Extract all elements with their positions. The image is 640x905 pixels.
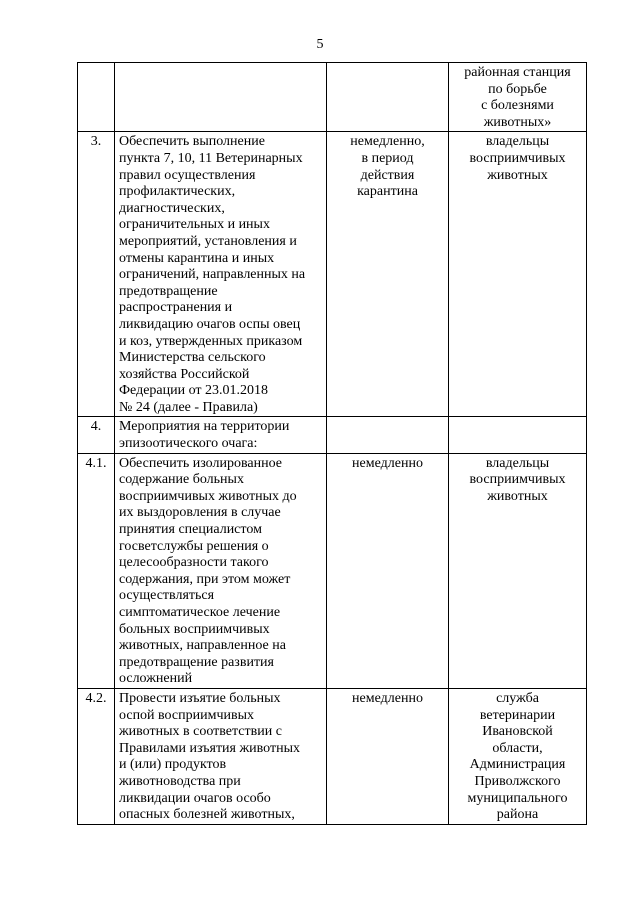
measure-text-line: ликвидации очагов особо <box>119 790 271 806</box>
responsible-line: области, <box>492 740 543 756</box>
responsible-line: владельцы <box>485 134 550 150</box>
responsible-line: восприимчивых <box>469 472 566 488</box>
measure-text-line: распространения и <box>119 300 233 316</box>
responsible-line: Ивановской <box>482 724 553 740</box>
responsible-line: районная станция <box>464 65 571 80</box>
responsible-cell <box>449 453 587 688</box>
measure-text-line: животных в соответствии с <box>119 724 282 740</box>
deadline-line: немедленно, <box>350 134 425 150</box>
responsible-line: муниципального <box>467 790 568 806</box>
deadline-line: немедленно <box>352 690 423 706</box>
measure-text-line: Провести изъятие больных <box>119 690 281 706</box>
measure-text-line: и (или) продуктов <box>119 757 227 773</box>
measure-text-line: больных восприимчивых <box>119 621 270 637</box>
item-number-cell: 4.2. <box>78 688 115 824</box>
measure-text-line: их выздоровления в случае <box>119 505 281 521</box>
item-number-cell: 3. <box>78 132 115 417</box>
measures-table <box>77 62 587 825</box>
responsible-line: с болезнями <box>481 98 554 114</box>
deadline-line: действия <box>360 167 415 183</box>
measure-text-line: и коз, утвержденных приказом <box>119 333 303 349</box>
responsible-line: животных <box>487 167 548 183</box>
responsible-line: ветеринарии <box>479 707 556 723</box>
table-row <box>78 63 587 132</box>
measure-text-line: ликвидацию очагов оспы овец <box>119 316 301 332</box>
measure-text-cell <box>115 417 327 453</box>
item-number-cell <box>78 63 115 132</box>
responsible-line: по борьбе <box>488 81 547 97</box>
measure-text-line: симптоматическое лечение <box>119 605 281 620</box>
responsible-line: владельцы <box>485 455 550 471</box>
measure-text-line: ограничений, направленных на <box>119 267 306 283</box>
responsible-cell <box>449 132 587 417</box>
measure-text-cell <box>115 688 327 824</box>
table-row <box>78 453 587 688</box>
measure-text-line: пункта 7, 10, 11 Ветеринарных <box>119 150 303 166</box>
measure-text-line: Министерства сельского <box>119 350 266 366</box>
measure-text-line: Мероприятия на территории <box>119 419 290 435</box>
responsible-line: Приволжского <box>474 773 561 789</box>
responsible-cell <box>449 688 587 824</box>
measure-text-line: Федерации от 23.01.2018 <box>119 383 269 399</box>
measure-text-line: Правилами изъятия животных <box>119 740 301 756</box>
measure-text-line: принятия специалистом <box>119 522 262 538</box>
measure-text-line: хозяйства Российской <box>119 366 250 382</box>
measure-text-line: ограничительных и иных <box>119 217 270 233</box>
measure-text-line: профилактических, <box>119 184 236 200</box>
deadline-cell <box>327 417 449 453</box>
measure-text-line: эпизоотического очага: <box>119 436 258 452</box>
responsible-line: служба <box>496 690 539 706</box>
deadline-cell <box>327 132 449 417</box>
measure-text-line: содержания, при этом может <box>119 571 291 587</box>
measure-text-cell <box>115 453 327 688</box>
deadline-line: карантина <box>357 184 418 200</box>
responsible-line: животных» <box>483 114 552 130</box>
measure-text-line: животноводства при <box>119 773 241 789</box>
table-row <box>78 417 587 453</box>
responsible-cell <box>449 417 587 453</box>
table-body <box>78 63 587 825</box>
measure-text-cell <box>115 132 327 417</box>
item-number-cell: 4. <box>78 417 115 453</box>
deadline-cell <box>327 63 449 132</box>
measure-text-line: содержание больных <box>119 472 244 488</box>
measure-text-line: Обеспечить выполнение <box>119 134 265 150</box>
measure-text-line: предотвращение развития <box>119 654 274 670</box>
measure-text-line: отмены карантина и иных <box>119 250 275 266</box>
measure-text-cell <box>115 63 327 132</box>
measure-text-line: оспой восприимчивых <box>119 707 255 723</box>
measure-text-line: опасных болезней животных, <box>119 807 295 823</box>
table-row <box>78 688 587 824</box>
measure-text-line: правил осуществления <box>119 167 256 183</box>
page-number: 5 <box>316 37 324 52</box>
measure-text-line: предотвращение <box>119 283 218 299</box>
deadline-line: немедленно <box>352 455 423 471</box>
responsible-line: Администрация <box>469 757 566 773</box>
measure-text-line: осуществляться <box>119 588 215 604</box>
measure-text-line: восприимчивых животных до <box>119 488 297 504</box>
deadline-line: в период <box>361 150 414 166</box>
measure-text-line: Обеспечить изолированное <box>119 455 282 471</box>
measure-text-line: мероприятий, установления и <box>119 233 297 249</box>
measure-text-line: № 24 (далее - Правила) <box>119 399 258 415</box>
measure-text-line: диагностических, <box>119 200 225 216</box>
responsible-line: животных <box>487 488 548 504</box>
deadline-cell <box>327 688 449 824</box>
responsible-line: района <box>496 807 539 823</box>
measure-text-line: животных, направленное на <box>119 638 286 654</box>
measure-text-line: госветслужбы решения о <box>119 538 269 554</box>
responsible-cell <box>449 63 587 132</box>
responsible-line: восприимчивых <box>469 150 566 166</box>
measure-text-line: осложнений <box>119 671 193 687</box>
measure-text-line: целесообразности такого <box>119 555 269 571</box>
table-row <box>78 132 587 417</box>
deadline-cell <box>327 453 449 688</box>
item-number-cell: 4.1. <box>78 453 115 688</box>
